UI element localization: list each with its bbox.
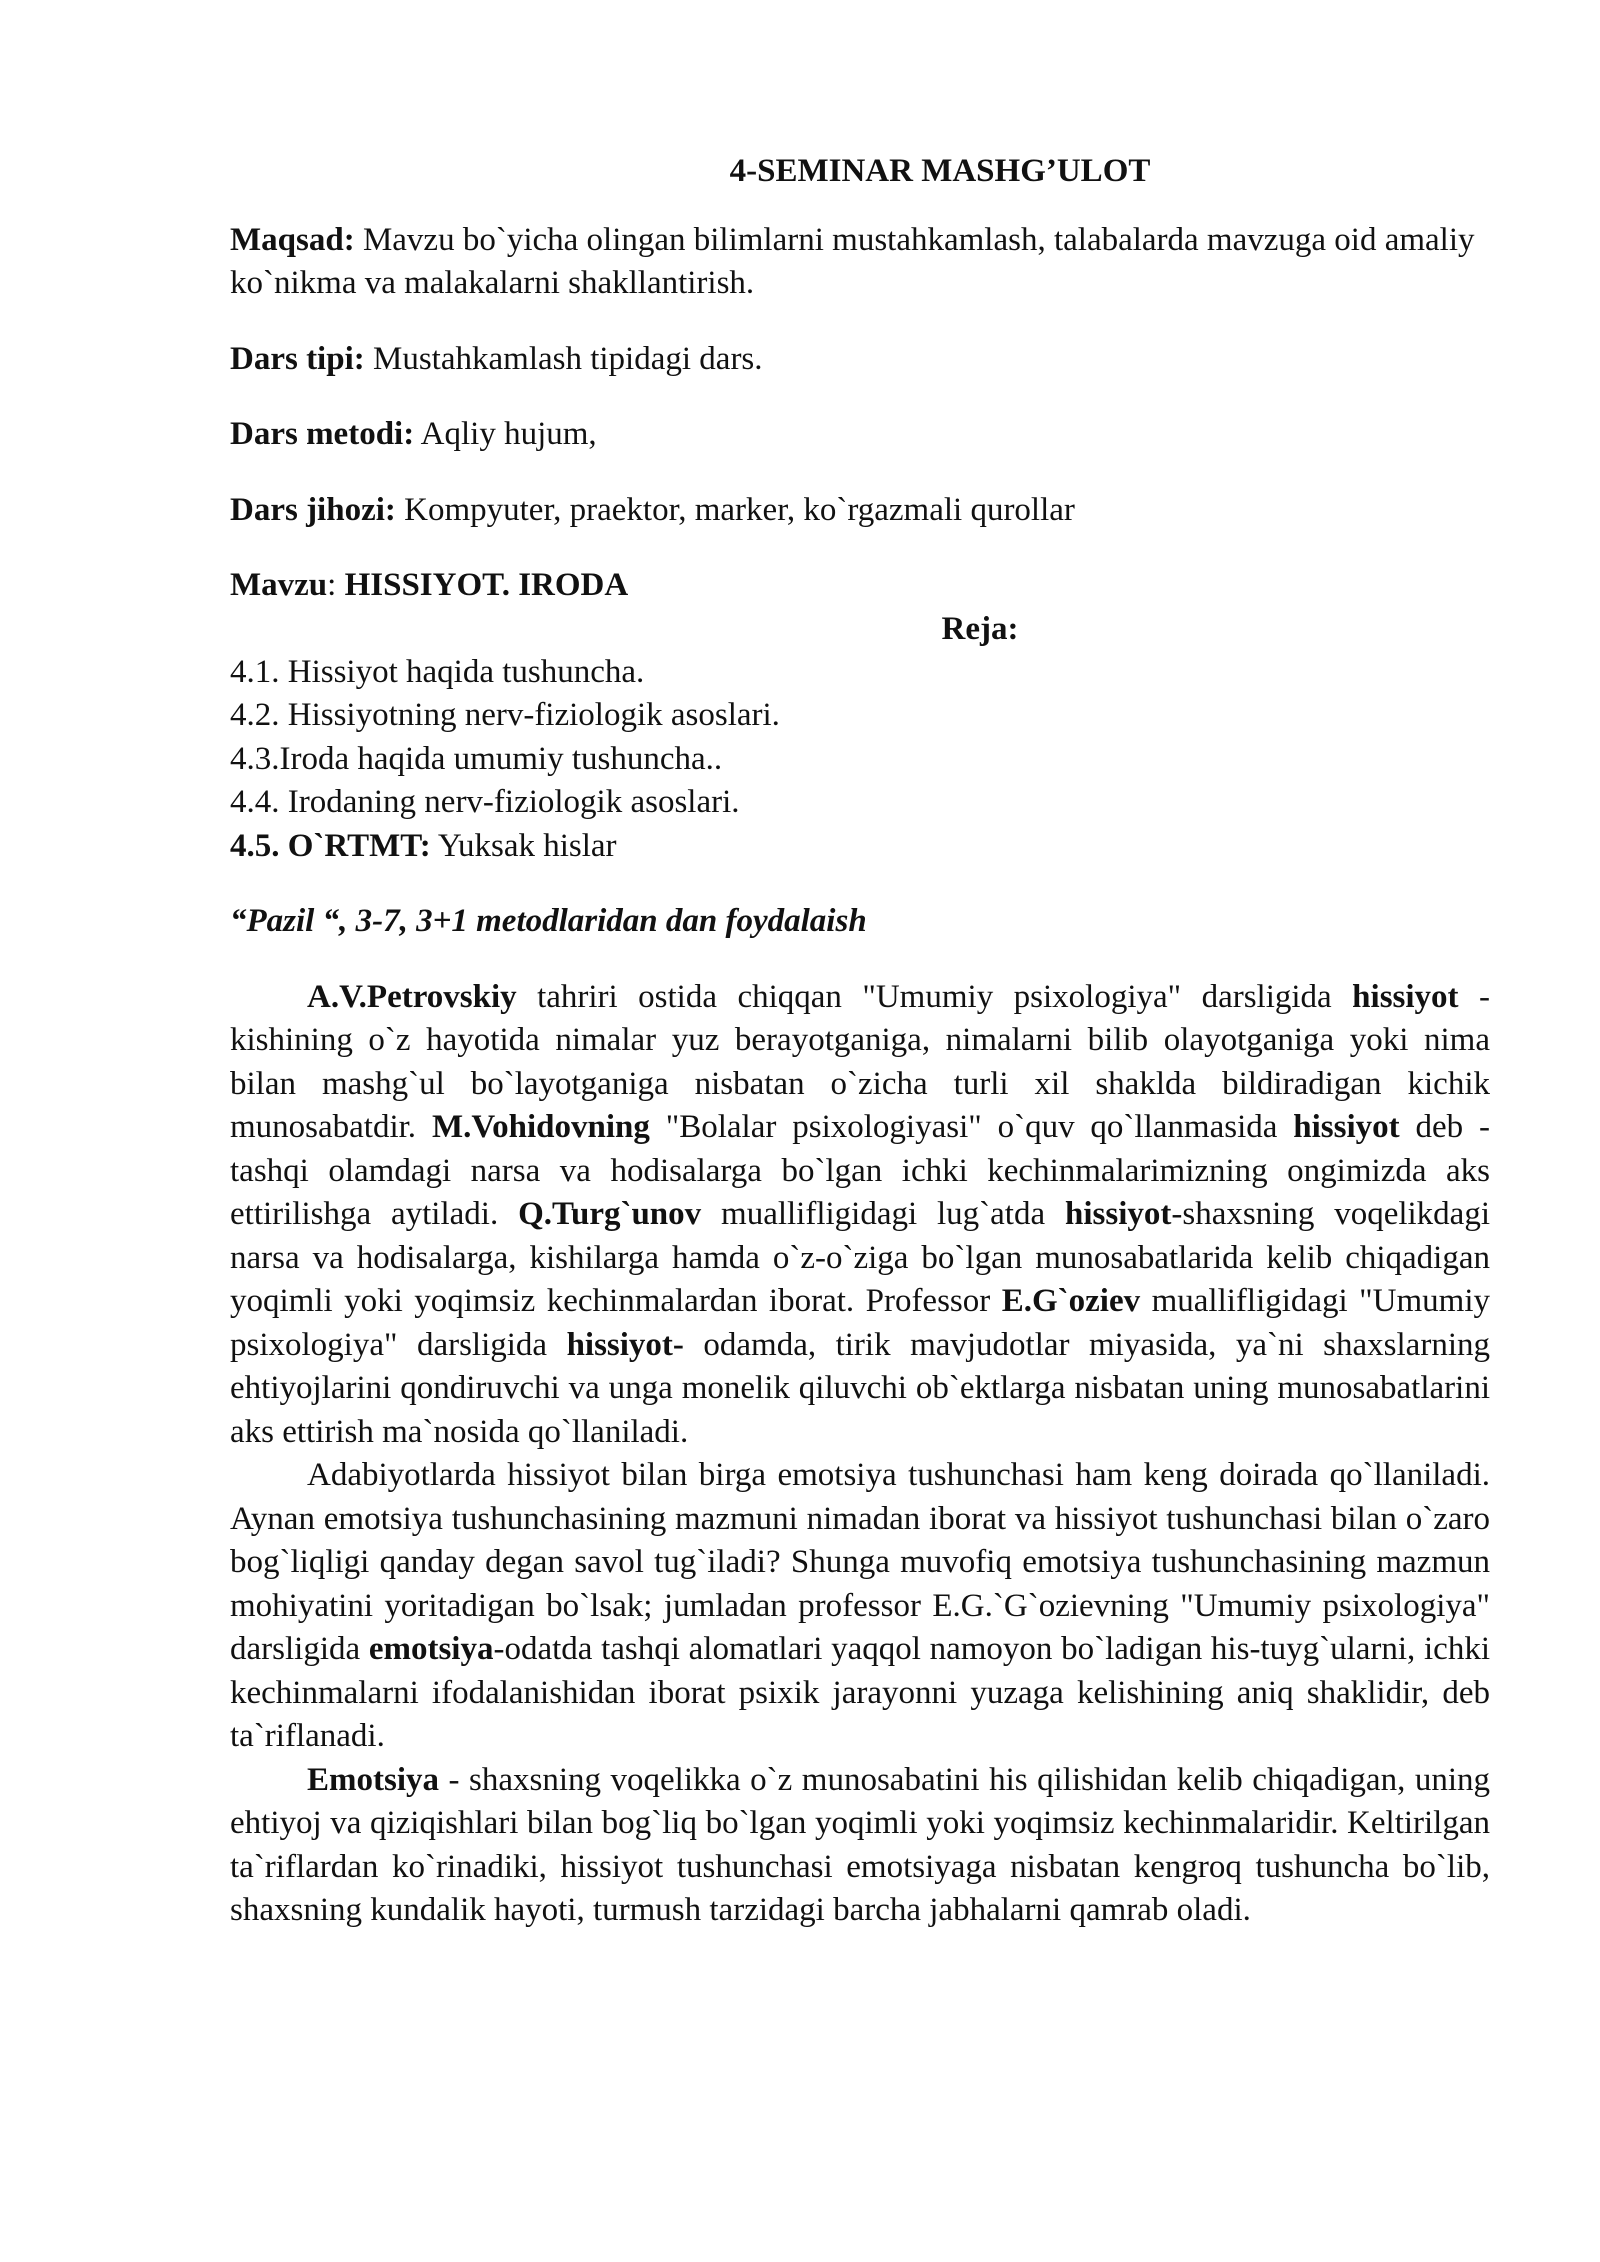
topic-line — [230, 564, 1490, 608]
bold-term: A.V.Petrovskiy — [307, 978, 517, 1015]
method-heading: “Pazil “, 3-7, 3+1 metodlaridan dan foydalaish — [230, 903, 867, 939]
topic-label: Mavzu — [230, 567, 328, 603]
bold-term: emotsiya — [368, 1631, 494, 1667]
bold-term: hissiyot- — [566, 1326, 684, 1363]
plan-item-last — [230, 825, 1490, 869]
bold-term: hissiyot — [1064, 1196, 1172, 1232]
bold-term: E.G`oziev — [1001, 1283, 1141, 1319]
goal-label: Maqsad: — [230, 221, 355, 258]
lesson-equipment-text: Kompyuter, praektor, marker, ko`rgazmali qurollar — [395, 491, 1075, 528]
text-run: muallifligidagi "Umumiy psixologiya" darsligida — [230, 1283, 1490, 1363]
text-run: deb - tashqi olamdagi narsa va hodisalarga bo`lgan ichki kechinmalarimizning ongimizda aks ettirilishga aytiladi. — [230, 1109, 1490, 1232]
lesson-method-line — [230, 413, 1490, 457]
plan-item: 4.2. Hissiyotning nerv-fiziologik asoslari. — [230, 697, 780, 733]
body-paragraph-3 — [230, 1759, 1490, 1933]
text-run: muallifligidagi lug`atda — [701, 1196, 1065, 1232]
lesson-type-text: Mustahkamlash tipidagi dars. — [364, 340, 763, 377]
goal-text: Mavzu bo`yicha olingan bilimlarni mustahkamlash, talabalarda mavzuga oid amaliy ko`nikma va malakalarni shakllantirish. — [230, 221, 1475, 301]
lesson-type-label: Dars tipi: — [230, 340, 365, 377]
lesson-equipment-line — [230, 489, 1490, 533]
text-run: -shaxsning voqelikdagi narsa va hodisalarga, kishilarga hamda o`z-o`ziga bo`lgan munosabatlarida kelib chiqadigan yoqimli yoki yoqimsiz kechinmalardan iborat. Professor — [230, 1196, 1490, 1319]
page-title: 4-SEMINAR MASHG’ULOT — [729, 153, 1151, 189]
text-run: -odatda tashqi alomatlari yaqqol namoyon bo`ladigan his-tuyg`ularni, ichki kechinmalarni ifodalanishidan iborat psixik jarayonni yuzaga kelishining aniq shaklidir, deb ta`riflanadi. — [230, 1631, 1490, 1754]
body-paragraph-2 — [230, 1454, 1490, 1759]
bold-term: M.Vohidovning — [431, 1109, 650, 1145]
body-paragraph-1 — [230, 976, 1490, 1455]
plan-list — [230, 651, 1490, 869]
goal-paragraph — [230, 219, 1490, 306]
bold-term: Q.Turg`unov — [518, 1196, 702, 1232]
plan-heading: Reja: — [941, 610, 1019, 647]
bold-term: Emotsiya — [307, 1761, 439, 1798]
lesson-equipment-label: Dars jihozi: — [230, 491, 396, 528]
text-run: Adabiyotlarda hissiyot bilan birga emotsiya tushunchasi ham keng doirada qo`llaniladi. Aynan emotsiya tushunchasining mazmuni nimadan iborat va hissiyot tushunchasi bilan o`zaro bog`liqligi qanday degan savol tug`iladi? Shunga muvofiq emotsiya tushunchasining mazmun mohiyatini yoritadigan bo`lsak; jumladan professor E.G.`G`ozievning "Umumiy psixologiya" darsligida — [230, 1457, 1490, 1667]
text-run: - kishining o`z hayotida nimalar yuz berayotganiga, nimalarni bilib olayotganiga yoki nima bilan mashg`ul bo`layotganiga nisbatan o`zicha turli xil shaklda bildiradigan kichik munosabatdir. — [230, 978, 1490, 1145]
text-run: tahriri ostida chiqqan "Umumiy psixologiya" darsligida — [516, 978, 1353, 1015]
bold-term: hissiyot — [1352, 978, 1459, 1015]
text-run: - shaxsning voqelikka o`z munosabatini his qilishidan kelib chiqadigan, uning ehtiyoj va qiziqishlari bilan bog`liq bo`lgan yoqimli yoki yoqimsiz kechinmalaridir. Keltirilgan ta`riflardan ko`rinadiki, hissiyot tushunchasi emotsiyaga nisbatan kengroq tushuncha bo`lib, shaxsning kundalik hayoti, turmush tarzidagi barcha jabhalarni qamrab oladi. — [230, 1761, 1490, 1928]
document-page — [230, 150, 1490, 1933]
plan-item: 4.1. Hissiyot haqida tushuncha. — [230, 653, 645, 690]
plan-item-last-text: Yuksak hislar — [430, 827, 617, 864]
topic-text: HISSIYOT. IRODA — [344, 567, 629, 603]
lesson-method-label: Dars metodi: — [230, 416, 415, 452]
lesson-method-text: Aqliy hujum, — [414, 416, 597, 452]
topic-colon: : — [327, 567, 345, 603]
plan-item: 4.3.Iroda haqida umumiy tushuncha.. — [230, 740, 723, 777]
text-run: "Bolalar psixologiyasi" o`quv qo`llanmasida — [649, 1109, 1294, 1145]
lesson-type-line — [230, 338, 1490, 382]
bold-term: hissiyot — [1293, 1109, 1400, 1145]
text-run: odamda, tirik mavjudotlar miyasida, ya`ni shaxslarning ehtiyojlarini qondiruvchi va unga monelik qiluvchi ob`ektlarga nisbatan uning munosabatlarini aks ettirish ma`nosida qo`llaniladi. — [230, 1326, 1490, 1450]
plan-item-last-label: 4.5. O`RTMT: — [230, 827, 431, 864]
plan-item: 4.4. Irodaning nerv-fiziologik asoslari. — [230, 784, 740, 820]
